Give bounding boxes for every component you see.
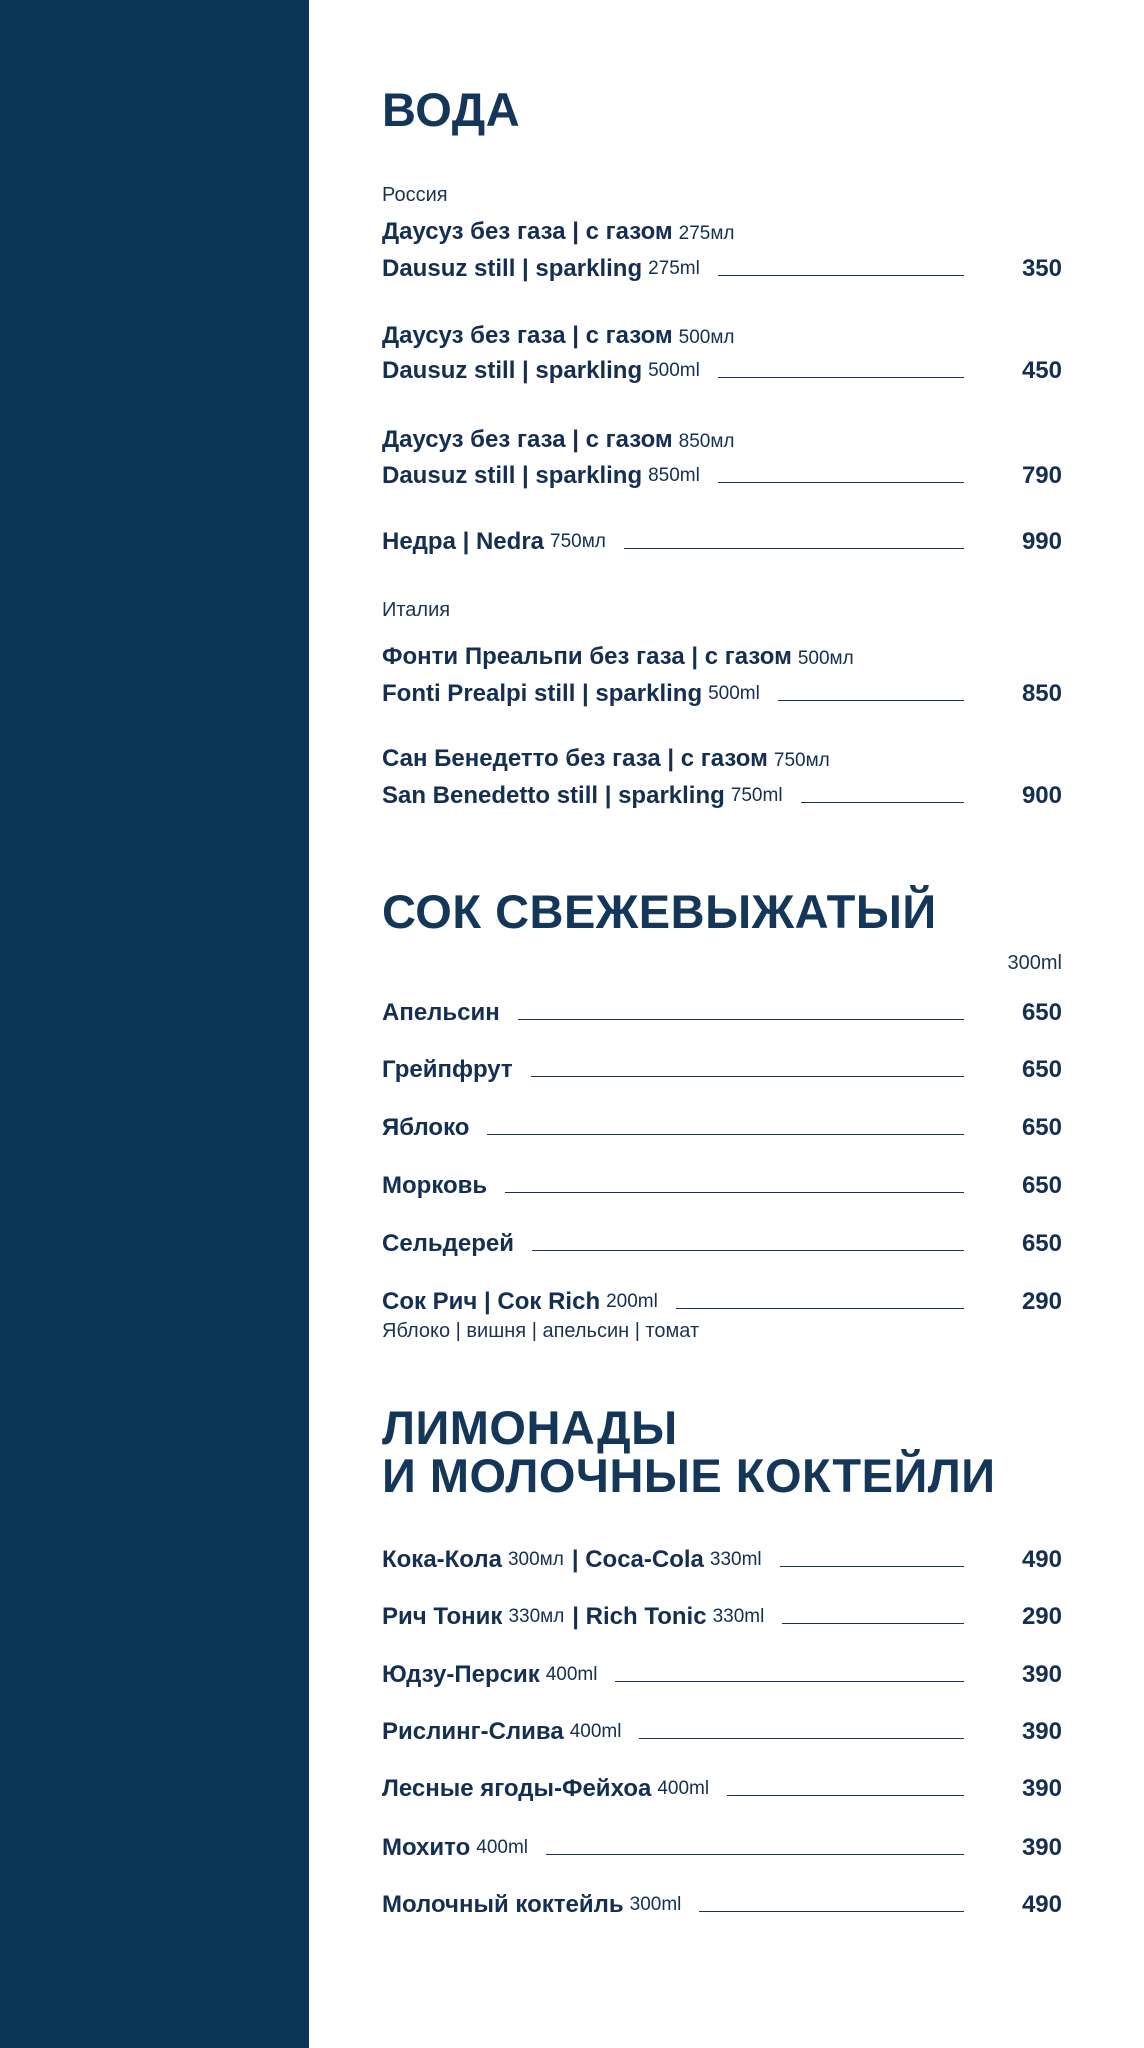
leader-line bbox=[518, 1019, 964, 1020]
juice-item bbox=[382, 1172, 1062, 1200]
leader-line bbox=[699, 1911, 964, 1912]
item-volume: 500ml bbox=[648, 360, 700, 381]
water-item-5 bbox=[382, 680, 1062, 708]
leader-line bbox=[718, 275, 964, 276]
item-name: Dausuz still | sparkling bbox=[382, 357, 643, 384]
water-item-1 bbox=[382, 255, 1062, 283]
item-volume: 275ml bbox=[648, 258, 700, 279]
item-name-en: | Coca-Cola bbox=[571, 1546, 704, 1573]
item-name: Лесные ягоды-Фейхоа bbox=[382, 1775, 652, 1802]
item-volume: 500мл bbox=[678, 327, 735, 348]
water-item-2 bbox=[382, 357, 1062, 385]
lemonade-item bbox=[382, 1546, 1062, 1574]
item-name: Молочный коктейль bbox=[382, 1891, 624, 1918]
water-heading: ВОДА bbox=[382, 83, 521, 136]
water-item-4 bbox=[382, 528, 1062, 556]
leader-line bbox=[531, 1076, 964, 1077]
item-name: Кока-Кола bbox=[382, 1546, 502, 1573]
item-name: Мохито bbox=[382, 1834, 471, 1861]
lemonade-item bbox=[382, 1661, 1062, 1689]
lemonade-item bbox=[382, 1718, 1062, 1746]
item-volume: 400ml bbox=[476, 1837, 529, 1858]
item-price: 390 bbox=[1021, 1834, 1062, 1861]
country-label-russia: Россия bbox=[382, 184, 448, 206]
item-name: Апельсин bbox=[382, 999, 500, 1026]
item-price: 290 bbox=[1021, 1603, 1062, 1630]
item-name: Рич Тоник bbox=[382, 1603, 503, 1630]
item-price: 390 bbox=[1021, 1661, 1062, 1688]
item-name: Даусуз без газа | с газом bbox=[382, 426, 673, 453]
lemonade-item bbox=[382, 1603, 1062, 1631]
side-color-band bbox=[0, 0, 309, 2048]
country-label-italy: Италия bbox=[382, 599, 451, 621]
leader-line bbox=[782, 1623, 964, 1624]
leader-line bbox=[727, 1795, 964, 1796]
lemonades-heading bbox=[382, 1401, 996, 1502]
leader-line bbox=[639, 1738, 964, 1739]
item-name: Даусуз без газа | с газом bbox=[382, 322, 673, 349]
leader-line bbox=[780, 1566, 964, 1567]
item-price: 490 bbox=[1021, 1891, 1062, 1918]
juice-item bbox=[382, 1056, 1062, 1084]
item-volume: 300мл bbox=[507, 1549, 564, 1570]
water-item-6 bbox=[382, 782, 1062, 810]
item-name: Недра | Nedra bbox=[382, 528, 544, 555]
juice-volume-note: 300ml bbox=[1007, 952, 1062, 974]
item-volume: 330ml bbox=[712, 1606, 765, 1627]
item-price: 650 bbox=[1021, 1230, 1062, 1257]
lemonade-item bbox=[382, 1834, 1062, 1862]
item-name: Грейпфрут bbox=[382, 1056, 513, 1083]
item-name: Даусуз без газа | с газом bbox=[382, 218, 673, 245]
leader-line bbox=[615, 1681, 964, 1682]
item-volume: 750ml bbox=[730, 785, 783, 806]
item-volume: 300ml bbox=[629, 1894, 682, 1915]
item-name: Сок Рич | Сок Rich bbox=[382, 1288, 601, 1315]
menu-content bbox=[382, 0, 1062, 2048]
item-volume: 400ml bbox=[569, 1721, 622, 1742]
item-volume: 275мл bbox=[678, 223, 735, 244]
heading-line: ЛИМОНАДЫ bbox=[382, 1401, 678, 1454]
leader-line bbox=[624, 548, 964, 549]
item-name: Fonti Prealpi still | sparkling bbox=[382, 680, 703, 707]
leader-line bbox=[546, 1854, 964, 1855]
item-name: Dausuz still | sparkling bbox=[382, 462, 643, 489]
item-name: Сельдерей bbox=[382, 1230, 515, 1257]
leader-line bbox=[487, 1134, 964, 1135]
water-item-5-ru bbox=[382, 643, 1062, 673]
item-price: 390 bbox=[1021, 1718, 1062, 1745]
item-volume: 330ml bbox=[709, 1549, 762, 1570]
item-price: 850 bbox=[1021, 680, 1062, 707]
item-price: 650 bbox=[1021, 1056, 1062, 1083]
item-price: 650 bbox=[1021, 1114, 1062, 1141]
item-price: 790 bbox=[1021, 462, 1062, 489]
leader-line bbox=[718, 482, 964, 483]
water-item-3-ru bbox=[382, 426, 1062, 456]
item-volume: 850ml bbox=[648, 465, 700, 486]
leader-line bbox=[676, 1308, 964, 1309]
item-name-en: | Rich Tonic bbox=[572, 1603, 707, 1630]
item-volume: 850мл bbox=[678, 431, 735, 452]
item-volume: 330мл bbox=[508, 1606, 565, 1627]
water-item-6-ru bbox=[382, 745, 1062, 775]
juice-heading: СОК СВЕЖЕВЫЖАТЫЙ bbox=[382, 885, 937, 938]
water-item-3 bbox=[382, 462, 1062, 490]
item-price: 450 bbox=[1021, 357, 1062, 384]
item-name: Яблоко bbox=[382, 1114, 470, 1141]
heading-line: И МОЛОЧНЫЕ КОКТЕЙЛИ bbox=[382, 1449, 996, 1502]
juice-item bbox=[382, 1230, 1062, 1258]
item-price: 650 bbox=[1021, 999, 1062, 1026]
item-name: Dausuz still | sparkling bbox=[382, 255, 643, 282]
item-name: San Benedetto still | sparkling bbox=[382, 782, 725, 809]
lemonade-item bbox=[382, 1775, 1062, 1803]
item-price: 990 bbox=[1021, 528, 1062, 555]
leader-line bbox=[532, 1250, 964, 1251]
item-name: Сан Бенедетто без газа | с газом bbox=[382, 745, 768, 772]
item-volume: 750мл bbox=[773, 750, 830, 771]
item-volume: 400ml bbox=[657, 1778, 710, 1799]
item-volume: 200ml bbox=[606, 1291, 658, 1312]
item-name: Морковь bbox=[382, 1172, 488, 1199]
item-name: Рислинг-Слива bbox=[382, 1718, 564, 1745]
juice-item-rich bbox=[382, 1288, 1062, 1316]
item-name: Фонти Преальпи без газа | с газом bbox=[382, 643, 792, 670]
item-price: 290 bbox=[1021, 1288, 1062, 1315]
rich-flavors: Яблоко | вишня | апельсин | томат bbox=[382, 1320, 700, 1342]
item-name: Юдзу-Персик bbox=[382, 1661, 540, 1688]
item-price: 490 bbox=[1021, 1546, 1062, 1573]
leader-line bbox=[718, 377, 964, 378]
juice-item bbox=[382, 1114, 1062, 1142]
item-price: 350 bbox=[1021, 255, 1062, 282]
item-volume: 400ml bbox=[545, 1664, 598, 1685]
water-item-2-ru bbox=[382, 322, 1062, 352]
juice-item bbox=[382, 999, 1062, 1027]
item-volume: 500ml bbox=[708, 683, 760, 704]
item-price: 900 bbox=[1021, 782, 1062, 809]
leader-line bbox=[505, 1192, 964, 1193]
water-item-1-ru bbox=[382, 218, 1062, 248]
item-price: 390 bbox=[1021, 1775, 1062, 1802]
leader-line bbox=[801, 802, 964, 803]
item-price: 650 bbox=[1021, 1172, 1062, 1199]
leader-line bbox=[778, 700, 964, 701]
item-volume: 750мл bbox=[550, 531, 606, 552]
item-volume: 500мл bbox=[797, 648, 854, 669]
lemonade-item bbox=[382, 1891, 1062, 1919]
